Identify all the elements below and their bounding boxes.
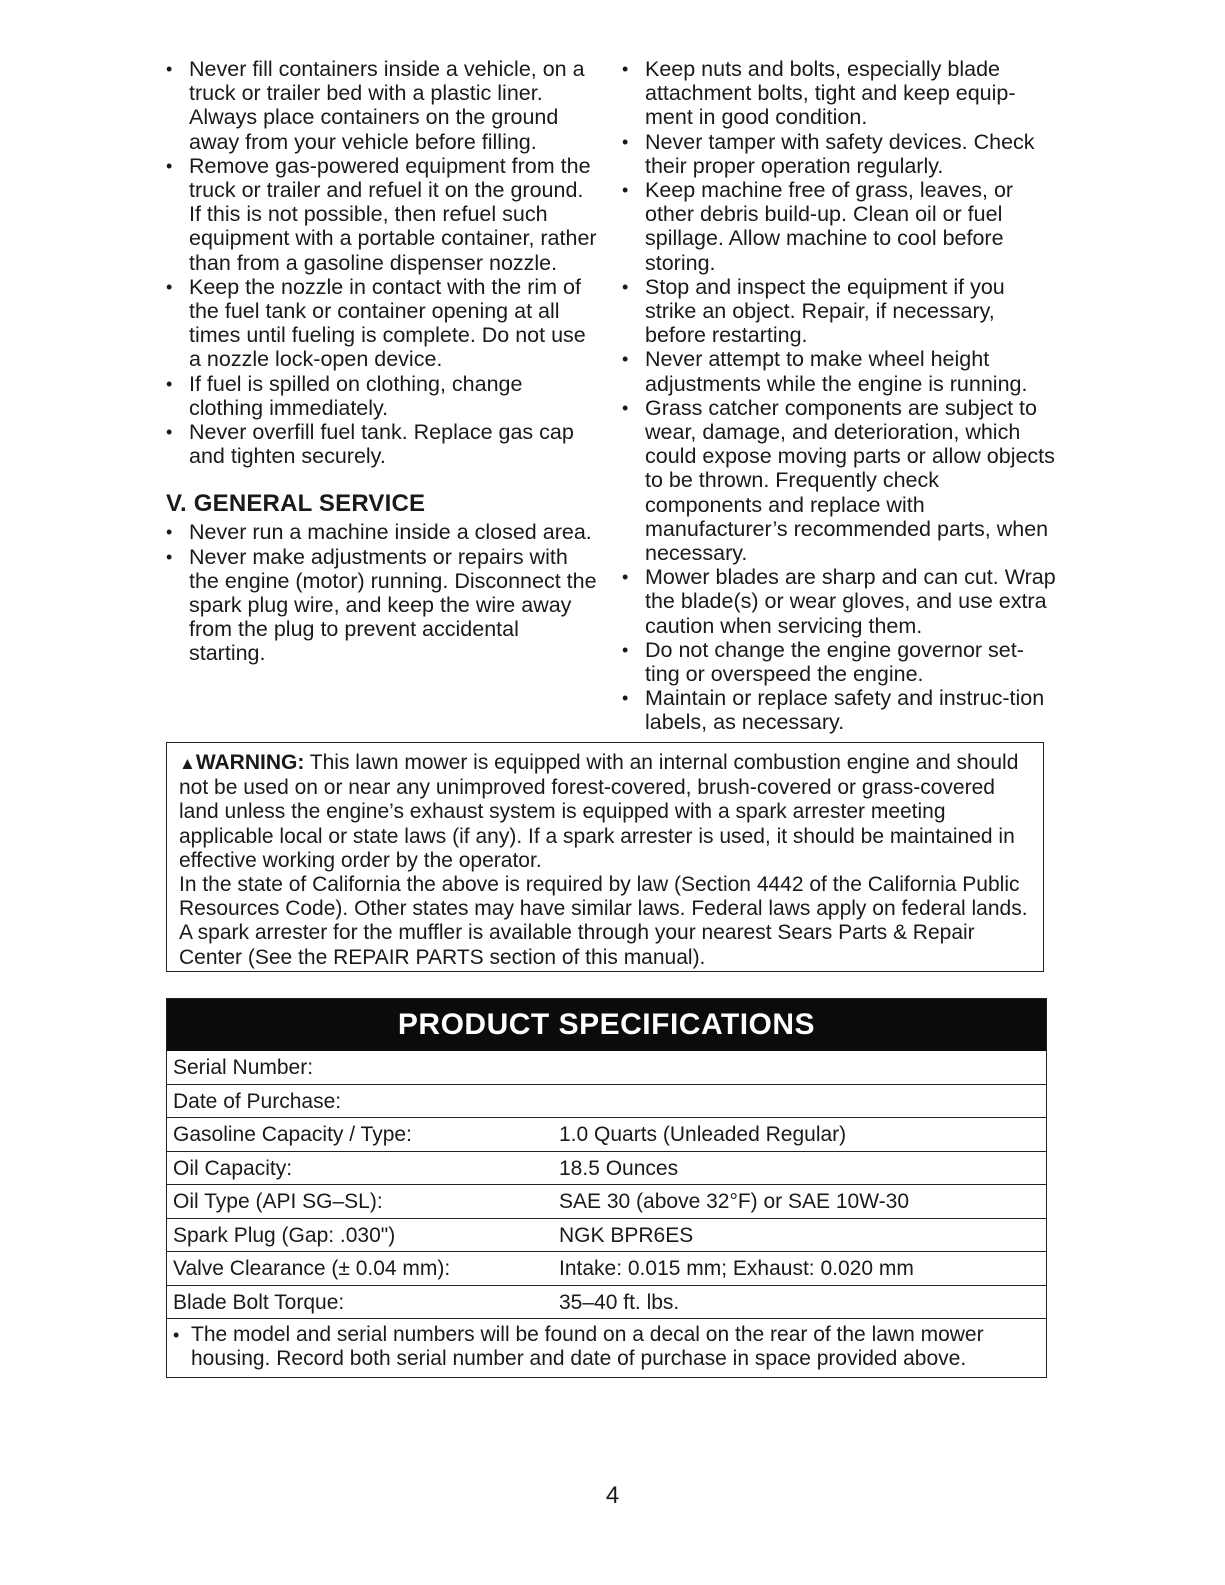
table-row — [167, 1219, 1046, 1253]
general-service-list — [166, 520, 598, 665]
spec-label: Valve Clearance (± 0.04 mm): — [173, 1257, 451, 1280]
spec-value: 35–40 ft. lbs. — [559, 1290, 680, 1314]
list-item: • If fuel is spilled on clothing, change clothing immediately. — [166, 372, 598, 420]
warning-label-text: WARNING: — [195, 751, 305, 774]
list-item: • Remove gas-powered equipment from the truck or trailer and refuel it on the ground. If this is not possible, then refuel such equipment with a portable container, rather than from a gasoline dispenser nozzle. — [166, 154, 598, 275]
spec-value: NGK BPR6ES — [559, 1223, 694, 1247]
list-item: • Do not change the engine governor set-ting or overspeed the engine. — [622, 638, 1058, 686]
section-heading: V. GENERAL SERVICE — [166, 490, 426, 518]
fueling-safety-list — [166, 57, 598, 468]
spec-value: SAE 30 (above 32°F) or SAE 10W-30 — [559, 1190, 910, 1213]
spec-value — [559, 1085, 1046, 1118]
service-safety-list — [622, 57, 1058, 735]
product-specifications-table — [166, 998, 1047, 1378]
list-item: • Never attempt to make wheel height adjustments while the engine is running. — [622, 347, 1058, 395]
warning-paragraph — [179, 751, 1033, 873]
warning-label — [179, 751, 304, 774]
warning-box — [166, 742, 1044, 972]
spec-value: 1.0 Quarts (Unleaded Regular) — [559, 1123, 847, 1146]
spec-value: Intake: 0.015 mm; Exhaust: 0.020 mm — [559, 1257, 914, 1280]
list-item: • Keep the nozzle in contact with the rim of the fuel tank or container opening at all times until fueling is complete. Do not use a nozzle lock-open device. — [166, 275, 598, 372]
specifications-title: PRODUCT SPECIFICATIONS — [167, 999, 1046, 1051]
spec-label: Oil Capacity: — [173, 1156, 293, 1180]
left-column — [166, 57, 598, 666]
list-item: • Keep machine free of grass, leaves, or other debris build-up. Clean oil or fuel spillage. Allow machine to cool before storing. — [622, 178, 1058, 275]
spec-label: Serial Number: — [173, 1056, 314, 1079]
spec-label: Gasoline Capacity / Type: — [173, 1123, 412, 1146]
list-item: • Keep nuts and bolts, especially blade attachment bolts, tight and keep equip-ment in good condition. — [622, 57, 1058, 130]
table-row — [167, 1085, 1046, 1119]
warning-triangle-icon: ▲ — [179, 754, 196, 773]
spec-label: Date of Purchase: — [173, 1089, 342, 1113]
spec-label: Blade Bolt Torque: — [173, 1290, 345, 1314]
table-row — [167, 1118, 1046, 1152]
list-item: • Never fill containers inside a vehicle, on a truck or trailer bed with a plastic liner. Always place containers on the ground away from your vehicle before filling. — [166, 57, 598, 154]
warning-text: This lawn mower is equipped with an internal combustion engine and should not be used on or near any unimproved forest-covered, brush-covered or grass-covered land unless the engine’s exhaust system is equipped with a spark arrester meeting applicable local or state laws (if any). If a spark arrester is used, it should be maintained in effective working order by the operator. — [179, 751, 1019, 872]
spec-label: Spark Plug (Gap: .030") — [173, 1223, 396, 1247]
list-item: • Never make adjustments or repairs with the engine (motor) running. Disconnect the spark plug wire, and keep the wire away from the plug to prevent accidental starting. — [166, 545, 598, 666]
table-row — [167, 1152, 1046, 1186]
right-column — [622, 57, 1058, 735]
spec-value — [559, 1051, 1046, 1084]
list-item: • Stop and inspect the equipment if you strike an object. Repair, if necessary, before restarting. — [622, 275, 1058, 348]
list-item: • Never tamper with safety devices. Check their proper operation regularly. — [622, 130, 1058, 178]
page-number: 4 — [605, 1482, 620, 1509]
list-item: • Grass catcher components are subject to wear, damage, and deterioration, which could expose moving parts or allow objects to be thrown. Frequently check components and replace with manufacturer’s recommended parts, when necessary. — [622, 396, 1058, 565]
spec-label: Oil Type (API SG–SL): — [173, 1190, 383, 1213]
table-row — [167, 1185, 1046, 1219]
table-row — [167, 1286, 1046, 1320]
table-row — [167, 1051, 1046, 1085]
list-item: • Mower blades are sharp and can cut. Wrap the blade(s) or wear gloves, and use extra caution when servicing them. — [622, 565, 1058, 638]
spec-value: 18.5 Ounces — [559, 1156, 679, 1180]
list-item: • Maintain or replace safety and instruc-tion labels, as necessary. — [622, 686, 1058, 734]
table-row — [167, 1252, 1046, 1286]
list-item: • Never overfill fuel tank. Replace gas cap and tighten securely. — [166, 420, 598, 468]
specifications-note: • The model and serial numbers will be found on a decal on the rear of the lawn mower housing. Record both serial number and date of purchase in space provided above. — [167, 1319, 1046, 1377]
warning-paragraph-california: In the state of California the above is required by law (Section 4442 of the California Public Resources Code). Other states may have similar laws. Federal laws apply on federal lands. A spark arrester for the muffler is available through your nearest Sears Parts & Repair Center (See the REPAIR PARTS section of this manual). — [179, 873, 1028, 969]
list-item: • Never run a machine inside a closed area. — [166, 520, 598, 544]
